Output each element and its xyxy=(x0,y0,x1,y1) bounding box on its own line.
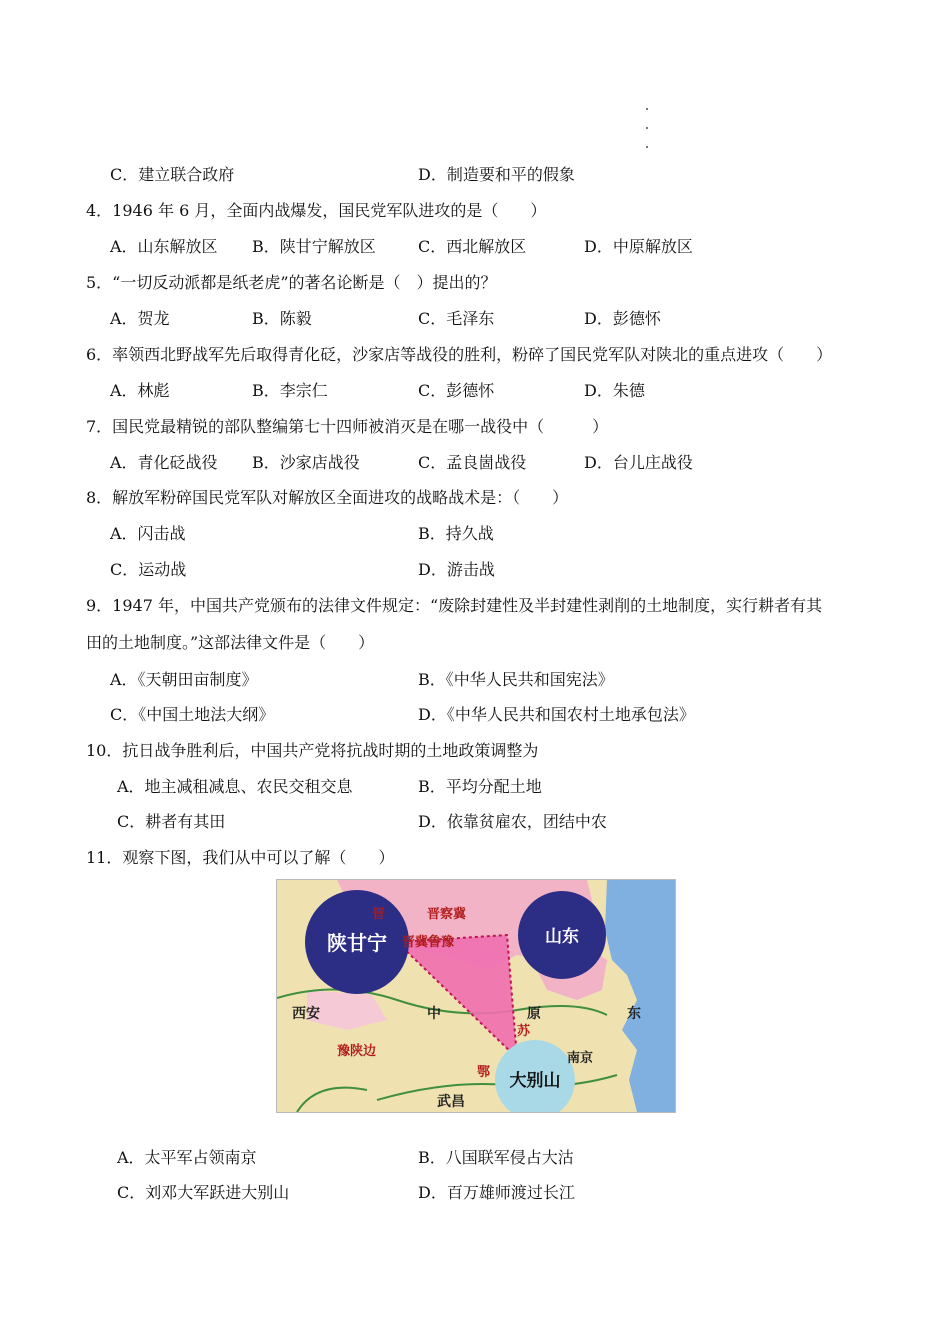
map-label-xian: 西安 xyxy=(292,1006,320,1022)
q11-option-d: D．百万雄师渡过长江 xyxy=(418,1183,575,1202)
map-label-yushanbian: 豫陕边 xyxy=(337,1044,377,1059)
map-label-dabieshan: 大别山 xyxy=(509,1071,561,1091)
q6-option-d: D．朱德 xyxy=(584,381,645,400)
map-label-jin: 晋 xyxy=(372,907,386,922)
q8-option-a: A．闪击战 xyxy=(110,524,186,543)
map-figure xyxy=(276,879,676,1113)
q3-option-d: D．制造要和平的假象 xyxy=(418,165,575,184)
q6-option-b: B．李宗仁 xyxy=(252,381,328,400)
map-label-zhong: 中 xyxy=(427,1006,441,1022)
map-label-e: 鄂 xyxy=(477,1065,491,1080)
q6-option-c: C．彭德怀 xyxy=(418,381,495,400)
q9-option-a: A．《天朝田亩制度》 xyxy=(110,670,258,689)
q4-option-a: A．山东解放区 xyxy=(110,237,218,256)
map-label-wuchang: 武昌 xyxy=(437,1094,465,1110)
q7-stem: 7．国民党最精锐的部队整编第七十四师被消灭是在哪一战役中（ ） xyxy=(86,417,609,436)
q10-option-b: B．平均分配土地 xyxy=(418,777,542,796)
q11-option-c: C．刘邓大军跃进大别山 xyxy=(117,1183,290,1202)
q8-stem: 8．解放军粉碎国民党军队对解放区全面进攻的战略战术是：（ ） xyxy=(86,488,569,507)
map-label-jinjiluyu: 晋冀鲁豫 xyxy=(402,935,455,950)
q9-stem-line2: 田的土地制度。”这部法律文件是（ ） xyxy=(86,633,375,652)
q8-option-c: C．运动战 xyxy=(110,560,187,579)
q9-option-b: B．《中华人民共和国宪法》 xyxy=(418,670,614,689)
q10-option-a: A．地主减租减息、农民交租交息 xyxy=(117,777,353,796)
q3-option-c: C．建立联合政府 xyxy=(110,165,235,184)
q4-option-d: D．中原解放区 xyxy=(584,237,693,256)
q5-option-d: D．彭德怀 xyxy=(584,309,661,328)
q11-option-b: B．八国联军侵占大沽 xyxy=(418,1148,574,1167)
q5-option-b: B．陈毅 xyxy=(252,309,312,328)
q9-stem-line1: 9．1947 年，中国共产党颁布的法律文件规定：“废除封建性及半封建性剥削的土地制度，实行耕者有其 xyxy=(86,596,823,615)
q11-option-a: A．太平军占领南京 xyxy=(117,1148,257,1167)
q4-stem: 4．1946 年 6 月，全面内战爆发，国民党军队进攻的是（ ） xyxy=(86,201,547,220)
q9-option-d: D．《中华人民共和国农村土地承包法》 xyxy=(418,705,695,724)
q9-option-c: C．《中国土地法大纲》 xyxy=(110,705,275,724)
map-label-nanjing: 南京 xyxy=(567,1051,594,1066)
q8-option-d: D．游击战 xyxy=(418,560,495,579)
q10-option-c: C．耕者有其田 xyxy=(117,812,226,831)
header-dots xyxy=(646,108,650,165)
q7-option-b: B．沙家店战役 xyxy=(252,453,360,472)
q4-option-c: C．西北解放区 xyxy=(418,237,527,256)
map-label-jinchaji: 晋察冀 xyxy=(427,907,467,922)
q4-option-b: B．陕甘宁解放区 xyxy=(252,237,376,256)
map-label-shandong: 山东 xyxy=(545,927,579,947)
q7-option-c: C．孟良崮战役 xyxy=(418,453,527,472)
q7-option-a: A．青化砭战役 xyxy=(110,453,218,472)
map-label-yuan: 原 xyxy=(527,1006,541,1022)
q7-option-d: D．台儿庄战役 xyxy=(584,453,693,472)
map-label-shaanganning: 陕甘宁 xyxy=(327,931,387,955)
q5-stem: 5．“一切反动派都是纸老虎”的著名论断是（ ）提出的？ xyxy=(86,273,497,292)
q5-option-c: C．毛泽东 xyxy=(418,309,495,328)
q10-stem: 10．抗日战争胜利后，中国共产党将抗战时期的土地政策调整为 xyxy=(86,741,539,760)
q8-option-b: B．持久战 xyxy=(418,524,494,543)
q6-stem: 6．率领西北野战军先后取得青化砭，沙家店等战役的胜利，粉碎了国民党军队对陕北的重点进攻（ ） xyxy=(86,345,833,364)
map-label-dong: 东 xyxy=(627,1006,641,1022)
q5-option-a: A．贺龙 xyxy=(110,309,170,328)
q11-stem: 11．观察下图，我们从中可以了解（ ） xyxy=(86,848,395,867)
q6-option-a: A．林彪 xyxy=(110,381,170,400)
map-label-su: 苏 xyxy=(517,1024,531,1039)
q10-option-d: D．依靠贫雇农，团结中农 xyxy=(418,812,607,831)
